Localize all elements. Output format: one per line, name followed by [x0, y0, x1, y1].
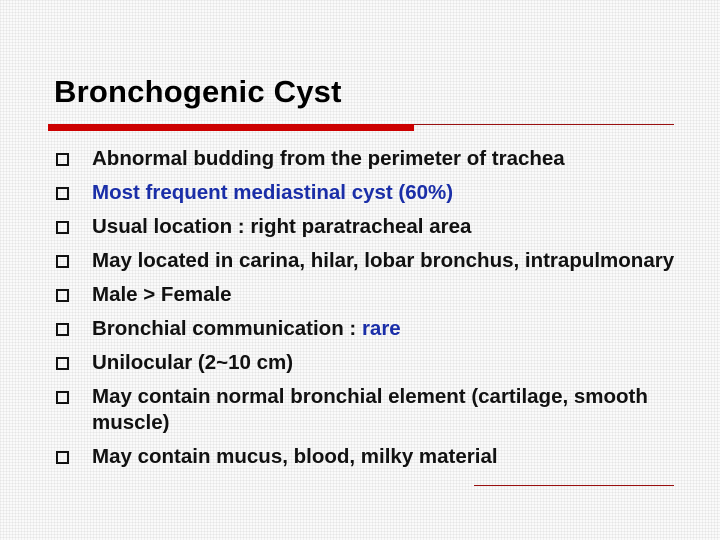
bullet-text: May located in carina, hilar, lobar bronchus, intrapulmonary: [92, 249, 675, 272]
bullet-text: Male > Female: [92, 283, 232, 306]
bullet-text: May contain normal bronchial element (cartilage, smooth muscle): [92, 385, 648, 434]
bullet-item: [0, 282, 720, 308]
hollow-square-bullet-icon: [56, 221, 69, 234]
bullet-text: Unilocular (2~10 cm): [92, 351, 294, 374]
bullet-text: Abnormal budding from the perimeter of trachea: [92, 147, 565, 170]
bullet-text-prefix: Bronchial communication :: [92, 317, 362, 340]
hollow-square-bullet-icon: [56, 323, 69, 336]
bullet-text: Usual location : right paratracheal area: [92, 215, 472, 238]
bottom-rule: [474, 485, 674, 486]
hollow-square-bullet-icon: [56, 153, 69, 166]
bullet-text: May contain mucus, blood, milky material: [92, 445, 498, 468]
slide-title: Bronchogenic Cyst: [54, 74, 342, 109]
hollow-square-bullet-icon: [56, 391, 69, 404]
bullet-item: [0, 180, 720, 206]
hollow-square-bullet-icon: [56, 451, 69, 464]
bullet-item: [0, 384, 720, 436]
bullet-item: [0, 350, 720, 376]
title-underline-accent: [48, 124, 414, 131]
bullet-text: Most frequent mediastinal cyst (60%): [92, 181, 454, 204]
bullet-item: [0, 214, 720, 240]
bullet-item: [0, 248, 720, 274]
hollow-square-bullet-icon: [56, 187, 69, 200]
hollow-square-bullet-icon: [56, 357, 69, 370]
bullet-text-highlight: rare: [361, 317, 401, 340]
bullet-item: [0, 444, 720, 470]
bullet-item: [0, 316, 720, 342]
bullet-item: [0, 146, 720, 172]
bullet-text: [92, 316, 682, 342]
hollow-square-bullet-icon: [56, 255, 69, 268]
bullet-list: [0, 146, 720, 478]
hollow-square-bullet-icon: [56, 289, 69, 302]
